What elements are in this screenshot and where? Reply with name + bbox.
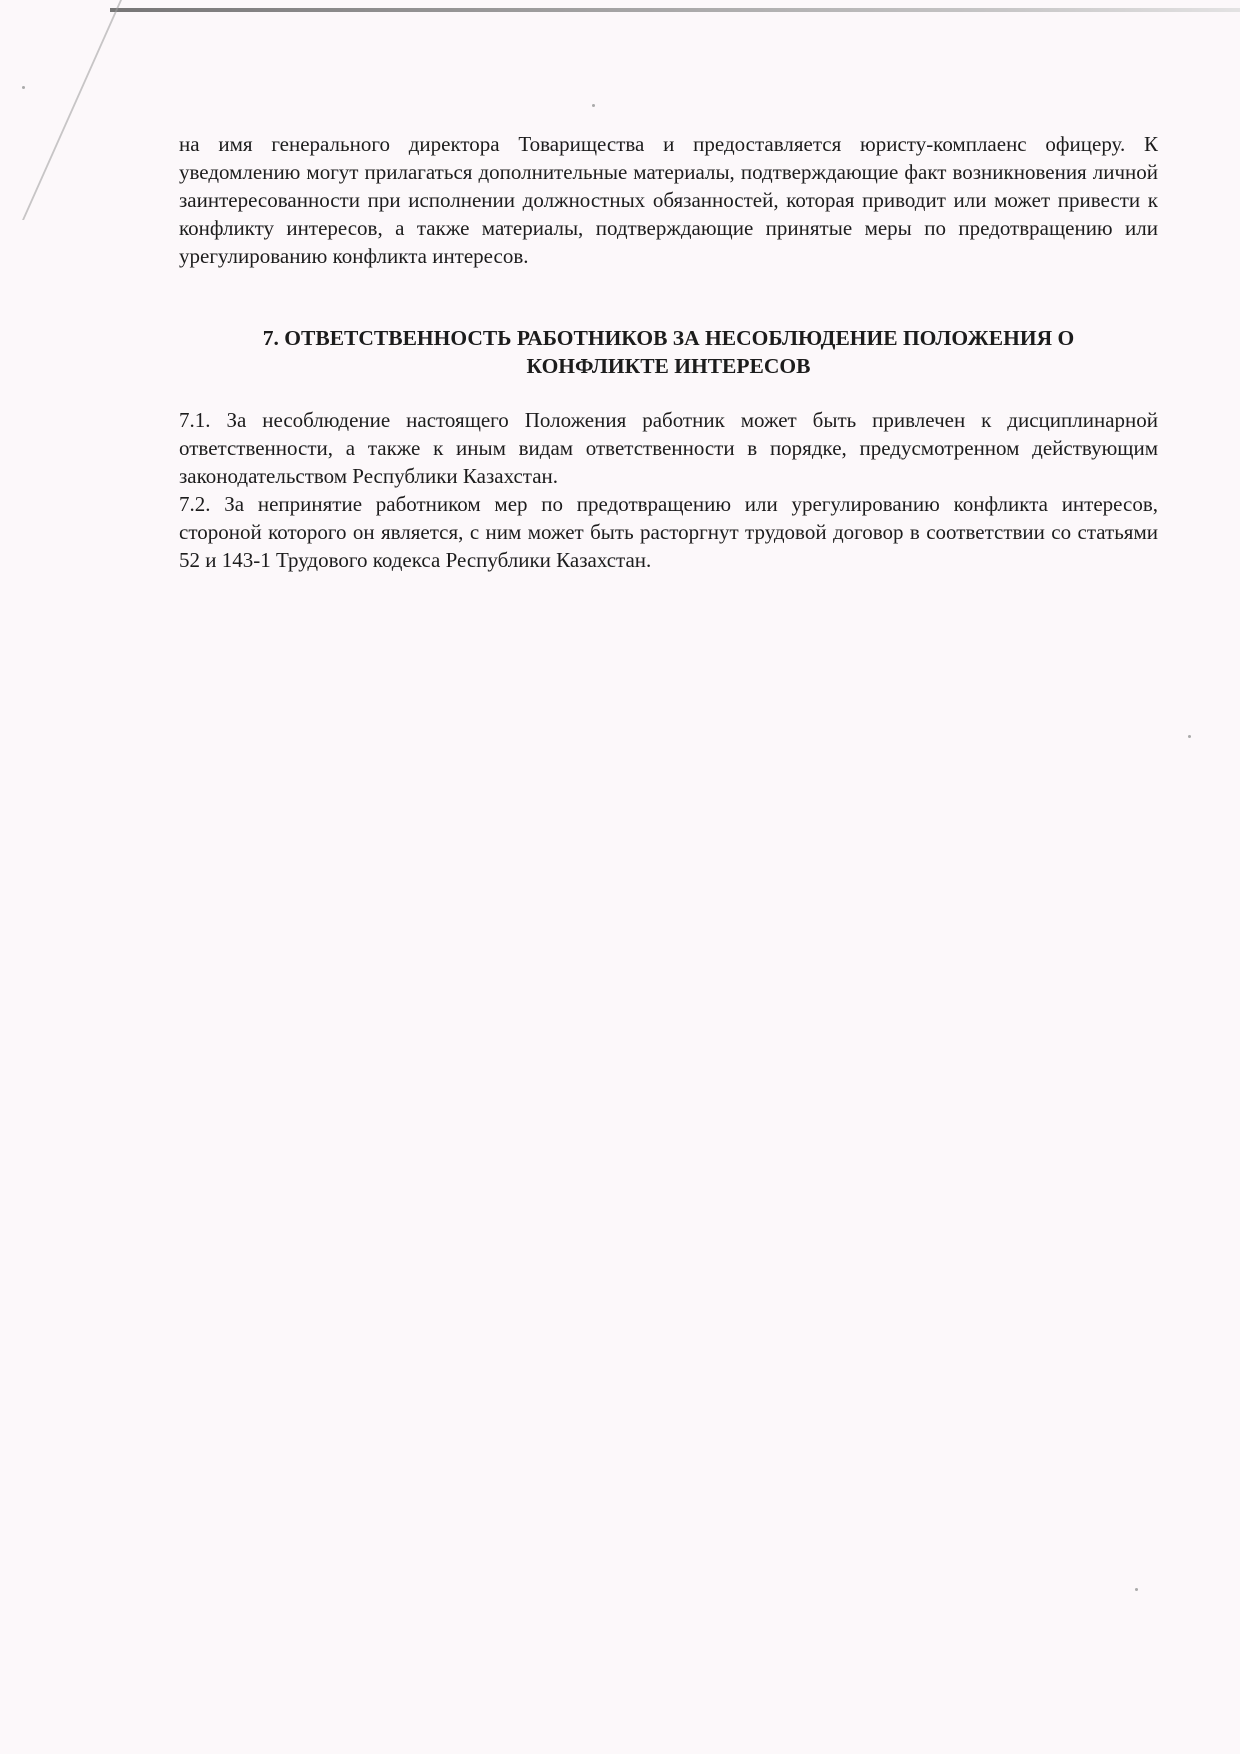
scan-speck (22, 86, 25, 89)
scan-top-edge (110, 8, 1240, 12)
section-title-line-2: КОНФЛИКТЕ ИНТЕРЕСОВ (526, 354, 811, 378)
intro-paragraph: на имя генерального директора Товарищества и предоставляется юристу-комплаенс офицеру. К уведомлению могут прилагаться дополнительные материалы, подтверждающие факт возникновения личной заинтересованности при исполнении должностных обязанностей, которая приводит или может привести к конфликту интересов, а также материалы, подтверждающие принятые меры по предотвращению или урегулированию конфликта интересов. (179, 132, 1158, 268)
section-title-line-1: 7. ОТВЕТСТВЕННОСТЬ РАБОТНИКОВ ЗА НЕСОБЛЮДЕНИЕ ПОЛОЖЕНИЯ О (262, 326, 1075, 350)
section-title (179, 324, 1158, 380)
scan-fold-mark (0, 0, 122, 220)
document-body (179, 130, 1158, 574)
clause-7-1: 7.1. За несоблюдение настоящего Положения работник может быть привлечен к дисциплинарной ответственности, а также к иным видам ответственности в порядке, предусмотренном действующим законодательством Республики Казахстан. (179, 408, 1158, 488)
clause-7-2: 7.2. За непринятие работником мер по предотвращению или урегулированию конфликта интересов, стороной которого он является, с ним может быть расторгнут трудовой договор в соответствии со статьями 52 и 143-1 Трудового кодекса Республики Казахстан. (179, 492, 1158, 572)
scan-speck (1188, 735, 1191, 738)
scan-speck (592, 104, 595, 107)
scan-speck (1135, 1588, 1138, 1591)
